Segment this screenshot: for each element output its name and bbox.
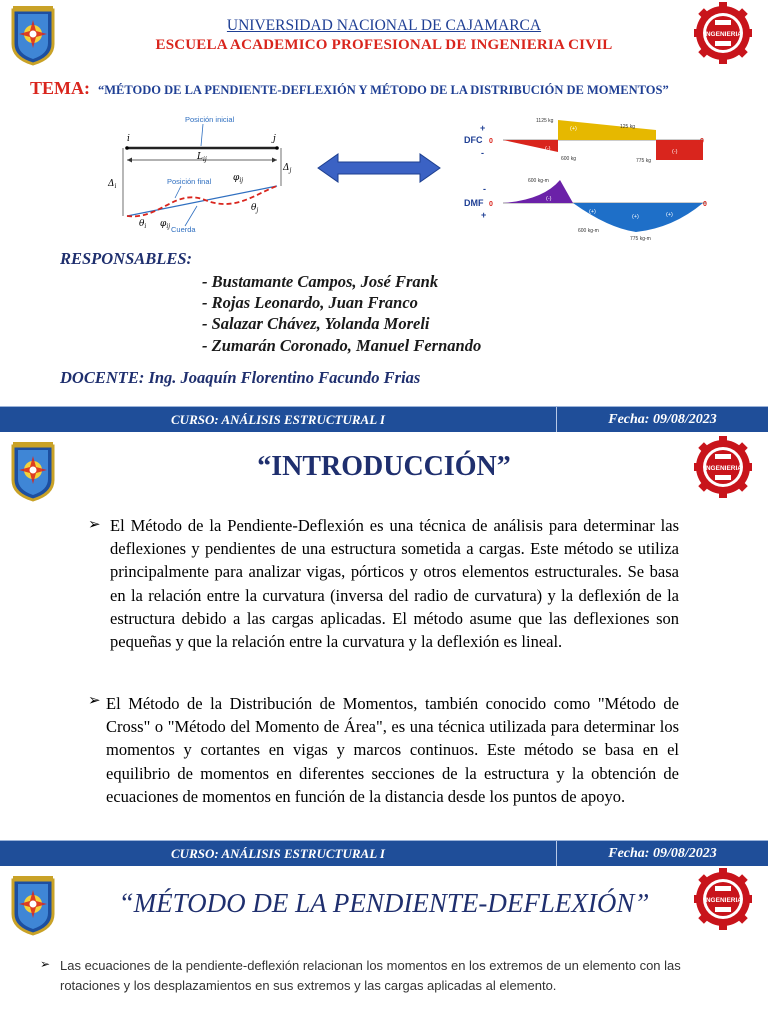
tema-line [30, 78, 669, 99]
footer-bar [0, 406, 768, 432]
shear-value-4: 775 kg [636, 158, 652, 164]
moment-sign-pos-3: (+) [666, 212, 673, 218]
dmf-minus: - [483, 184, 486, 194]
shear-value-2: 125 kg [620, 124, 636, 130]
responsable-item: - Bustamante Campos, José Frank [202, 272, 439, 291]
moment-value-1: 600 kg-m [528, 178, 549, 184]
dfc-minus: - [481, 148, 484, 158]
chord-label: Cuerda [171, 225, 196, 234]
university-name: UNIVERSIDAD NACIONAL DE CAJAMARCA [226, 17, 542, 34]
dmf-zero-right: 0 [703, 201, 707, 208]
bullet-arrow-icon: ➢ [88, 693, 101, 709]
delta-j-label: $\Delta_j$ [283, 163, 292, 174]
introduction-slide [0, 434, 768, 866]
phi-ij-bottom-label: $\varphi_{ij}$ [160, 219, 171, 230]
footer-date: Fecha: 09/08/2023 [608, 412, 717, 427]
slope-paragraph-1: Las ecuaciones de la pendiente-deflexión relacionan los momentos en los extremos de un elemento con las rotaciones y los desplazamientos en sus extremos y las cargas aplicadas al elemento. [60, 958, 681, 993]
shear-value-1: 1125 kg [536, 118, 554, 124]
responsable-item: - Zumarán Coronado, Manuel Fernando [202, 336, 482, 355]
phi-ij-top-label: $\varphi_{ij}$ [233, 173, 244, 184]
shear-moment-diagram [448, 108, 718, 243]
moment-sign-neg: (-) [546, 196, 552, 202]
double-arrow-icon [316, 152, 442, 184]
dmf-zero-left: 0 [489, 201, 493, 208]
intro-paragraph-1: El Método de la Pendiente-Deflexión es una técnica de análisis para determinar las deflexiones y pendientes de una estructura sometida a cargas. Este método se utiliza principalmente para analizar vigas, pórticos y otros elementos estructurales. Se basa en la relación entre la curvatura (inversa del radio de curvatura) y la deflexión de la estructura debido a las cargas aplicadas. El método asume que las deflexiones son pequeñas y que la relación entre la curvatura y la deflexión es lineal. [110, 516, 679, 652]
bullet-arrow-icon: ➢ [40, 957, 51, 971]
dfc-plus: + [480, 123, 486, 133]
dfc-label: DFC [464, 135, 483, 145]
moment-value-3: 775 kg-m [630, 236, 651, 242]
initial-position-label: Posición inicial [185, 115, 235, 124]
bullet-arrow-icon: ➢ [88, 517, 101, 533]
moment-sign-pos-2: (+) [632, 214, 639, 220]
length-label: $L_{ij}$ [197, 152, 207, 163]
delta-i-label: $\Delta_i$ [108, 179, 117, 190]
school-name: ESCUELA ACADEMICO PROFESIONAL DE INGENIERIA CIVIL [155, 37, 613, 53]
logo-ring-text: INGENIERIA [704, 31, 742, 38]
slide-title: “INTRODUCCIÓN” [257, 451, 511, 482]
logo-ring-text: INGENIERIA [704, 897, 742, 904]
slope-deflection-diagram [105, 108, 305, 238]
footer-date: Fecha: 09/08/2023 [608, 846, 717, 861]
tema-text: “MÉTODO DE LA PENDIENTE-DEFLEXIÓN Y MÉTODO DE LA DISTRIBUCIÓN DE MOMENTOS” [98, 83, 669, 97]
slope-deflection-slide [0, 868, 768, 1024]
shear-sign-pos: (+) [570, 126, 577, 132]
theta-i-label: $\theta_i$ [139, 219, 147, 230]
responsable-item: - Rojas Leonardo, Juan Franco [202, 293, 418, 312]
responsables-label: RESPONSABLES: [60, 249, 193, 268]
logo-ring-text: INGENIERIA [704, 465, 742, 472]
docente: DOCENTE: Ing. Joaquín Florentino Facundo Frias [60, 368, 421, 387]
moment-value-2: 600 kg-m [578, 228, 599, 234]
final-position-label: Posición final [167, 177, 212, 186]
shear-sign-neg-1: (-) [545, 146, 551, 152]
university-crest-icon [9, 4, 57, 66]
node-j-label: j [273, 134, 276, 144]
node-i-label: i [127, 134, 130, 144]
intro-paragraph-2: El Método de la Distribución de Momentos, también conocido como "Método de Cross" o "Método del Momento de Área", es una técnica utilizada para determinar los momentos y cortantes en vigas y marcos continuos. Este método se basa en el equilibrio de momentos en diferentes secciones de la estructura y la obtención de ecuaciones de momentos en función de la distancia desde los puntos de apoyo. [106, 694, 679, 806]
footer-course: CURSO: ANÁLISIS ESTRUCTURAL I [171, 412, 385, 427]
engineering-logo-icon [694, 2, 752, 64]
footer-bar [0, 840, 768, 866]
tema-label: TEMA: [30, 78, 90, 98]
slide-title: “MÉTODO DE LA PENDIENTE-DEFLEXIÓN” [118, 888, 650, 918]
theta-j-label: $\theta_j$ [251, 203, 259, 214]
dmf-label: DMF [464, 198, 484, 208]
shear-sign-neg-2: (-) [672, 149, 678, 155]
dfc-zero-left: 0 [489, 138, 493, 145]
moment-sign-pos-1: (+) [589, 209, 596, 215]
footer-course: CURSO: ANÁLISIS ESTRUCTURAL I [171, 846, 385, 861]
responsable-item: - Salazar Chávez, Yolanda Moreli [202, 314, 430, 333]
shear-value-3: 600 kg [561, 156, 577, 162]
dmf-plus: + [481, 210, 487, 220]
title-slide [0, 0, 768, 432]
